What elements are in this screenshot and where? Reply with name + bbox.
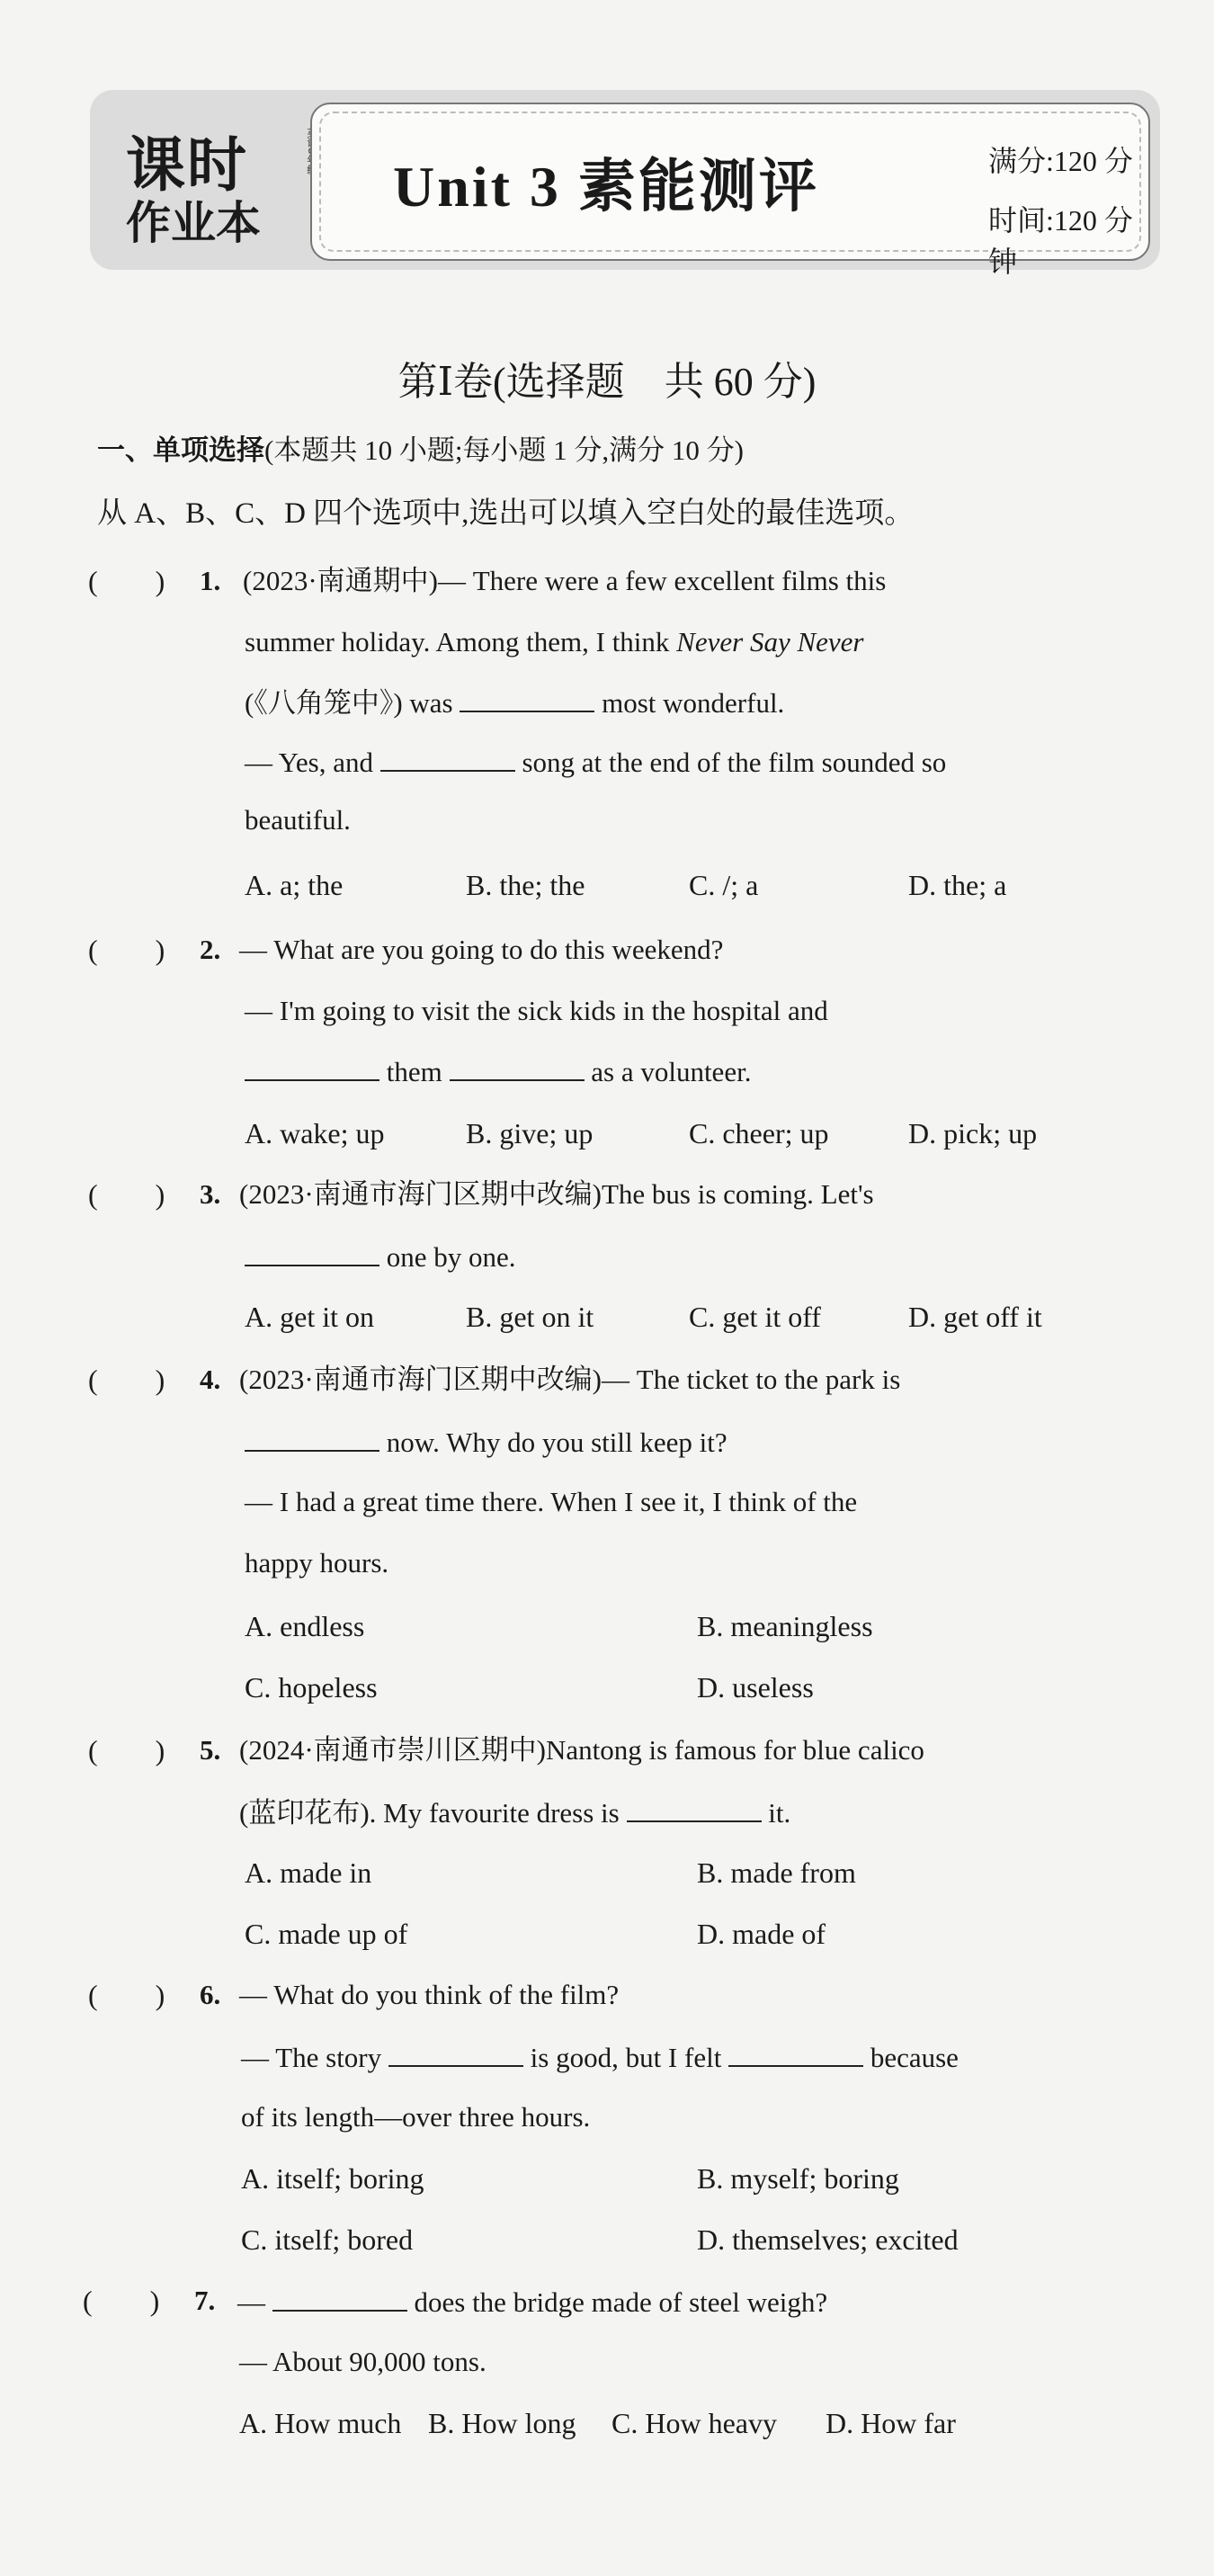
question-text: — What are you going to do this weekend?: [239, 934, 724, 965]
title-box: [310, 103, 1150, 278]
question-number: 3.: [200, 1178, 221, 1210]
question-text: (2024·南通市崇川区期中)Nantong is famous for blue calico: [239, 1734, 924, 1766]
question-text: [245, 628, 863, 656]
question-text: beautiful.: [245, 804, 351, 836]
text: is good, but I felt: [530, 2042, 722, 2073]
text: does the bridge made of steel weigh?: [414, 2286, 828, 2318]
question-text: — I had a great time there. When I see it, I think of the: [245, 1486, 858, 1517]
question-text: [245, 1056, 751, 1086]
text: (《八角笼中》) was: [245, 687, 453, 719]
answer-paren[interactable]: ( ): [88, 934, 165, 966]
question-text: [245, 687, 784, 717]
answer-paren[interactable]: ( ): [83, 2285, 160, 2317]
answer-paren[interactable]: ( ): [88, 1364, 165, 1396]
option[interactable]: A. a; the: [245, 869, 344, 901]
option[interactable]: B. get on it: [466, 1301, 594, 1333]
answer-blank[interactable]: [272, 2286, 407, 2312]
question-text: — What do you think of the film?: [239, 1979, 620, 2010]
option[interactable]: D. the; a: [908, 869, 1007, 901]
option[interactable]: C. cheer; up: [689, 1117, 829, 1149]
section-heading: [97, 436, 744, 465]
option[interactable]: A. made in: [245, 1856, 372, 1889]
answer-paren[interactable]: ( ): [88, 1734, 165, 1767]
section-note: (本题共 10 小题;每小题 1 分,满分 10 分): [264, 434, 745, 466]
question-number: 4.: [200, 1364, 221, 1395]
option[interactable]: B. give; up: [466, 1117, 594, 1149]
question-number: 1.: [200, 565, 221, 596]
time-limit: 时间:120 分钟: [988, 204, 1133, 278]
answer-blank[interactable]: [380, 747, 515, 772]
answer-paren[interactable]: ( ): [88, 1979, 165, 2011]
text: most wonderful.: [602, 687, 785, 719]
logo-line2: 作业本: [126, 197, 261, 249]
text: song at the end of the film sounded so: [522, 747, 947, 778]
section-name: 一、单项选择: [97, 434, 264, 467]
question-text: [245, 1427, 728, 1456]
question-number: 7.: [194, 2285, 216, 2316]
volume-title: 第Ⅰ卷(选择题 共 60 分): [397, 360, 817, 404]
option[interactable]: C. made up of: [245, 1918, 408, 1950]
text: them: [386, 1056, 442, 1087]
question-text: [241, 2042, 959, 2071]
option[interactable]: C. How heavy: [611, 2407, 777, 2439]
option[interactable]: D. made of: [697, 1918, 826, 1950]
question-text: [239, 1797, 790, 1827]
option[interactable]: C. get it off: [689, 1301, 821, 1333]
text: as a volunteer.: [591, 1056, 752, 1087]
answer-blank[interactable]: [627, 1797, 762, 1822]
answer-blank[interactable]: [450, 1056, 585, 1081]
option[interactable]: B. the; the: [466, 869, 585, 901]
question-text: of its length—over three hours.: [241, 2101, 591, 2133]
question-text: (2023·南通市海门区期中改编)The bus is coming. Let's: [239, 1178, 874, 1210]
question-text: happy hours.: [245, 1547, 389, 1579]
page-title: Unit 3 素能测评: [393, 155, 819, 219]
option[interactable]: B. How long: [428, 2407, 576, 2439]
full-marks: 满分:120 分: [988, 145, 1133, 177]
question-text: — I'm going to visit the sick kids in the hospital and: [245, 995, 828, 1026]
answer-blank[interactable]: [460, 687, 594, 712]
answer-blank[interactable]: [245, 1056, 379, 1081]
option[interactable]: D. get off it: [908, 1301, 1042, 1333]
header-banner: [90, 90, 1160, 278]
question-number: 5.: [200, 1734, 221, 1766]
option[interactable]: C. itself; bored: [241, 2223, 414, 2256]
option[interactable]: B. meaningless: [697, 1610, 873, 1642]
option[interactable]: A. endless: [245, 1610, 365, 1642]
film-title: Never Say Never: [676, 626, 864, 657]
text: (蓝印花布). My favourite dress is: [239, 1797, 620, 1829]
question-text: [245, 747, 946, 776]
question-text: [237, 2286, 827, 2316]
text: now. Why do you still keep it?: [386, 1427, 728, 1458]
text: it.: [768, 1797, 791, 1829]
text: — Yes, and: [245, 747, 373, 778]
option[interactable]: B. myself; boring: [697, 2162, 899, 2195]
answer-blank[interactable]: [245, 1241, 379, 1266]
question-number: 6.: [200, 1979, 221, 2010]
option[interactable]: A. How much: [239, 2407, 402, 2439]
answer-blank[interactable]: [388, 2042, 523, 2067]
section-instruction: 从 A、B、C、D 四个选项中,选出可以填入空白处的最佳选项。: [97, 497, 915, 530]
option[interactable]: D. useless: [697, 1671, 814, 1704]
option[interactable]: A. get it on: [245, 1301, 374, 1333]
option[interactable]: C. /; a: [689, 869, 759, 901]
question-text: (2023·南通市海门区期中改编)— The ticket to the park is: [239, 1364, 901, 1395]
text: — The story: [241, 2042, 382, 2073]
option[interactable]: D. pick; up: [908, 1117, 1038, 1149]
text: —: [237, 2286, 265, 2318]
option[interactable]: A. itself; boring: [241, 2162, 424, 2195]
option[interactable]: D. themselves; excited: [697, 2223, 959, 2256]
logo: [126, 117, 324, 249]
answer-blank[interactable]: [728, 2042, 863, 2067]
answer-paren[interactable]: ( ): [88, 565, 165, 597]
question-text: — About 90,000 tons.: [239, 2346, 486, 2377]
text: summer holiday. Among them, I think: [245, 626, 670, 657]
option[interactable]: C. hopeless: [245, 1671, 378, 1704]
text: one by one.: [386, 1241, 516, 1273]
option[interactable]: A. wake; up: [245, 1117, 385, 1149]
option[interactable]: B. made from: [697, 1856, 856, 1889]
text: because: [870, 2042, 959, 2073]
option[interactable]: D. How far: [826, 2407, 956, 2439]
answer-blank[interactable]: [245, 1427, 379, 1452]
question-number: 2.: [200, 934, 221, 965]
answer-paren[interactable]: ( ): [88, 1178, 165, 1211]
question-text: [245, 1241, 516, 1271]
logo-line1: 课时: [126, 130, 248, 200]
question-text: (2023·南通期中)— There were a few excellent films this: [243, 565, 887, 596]
